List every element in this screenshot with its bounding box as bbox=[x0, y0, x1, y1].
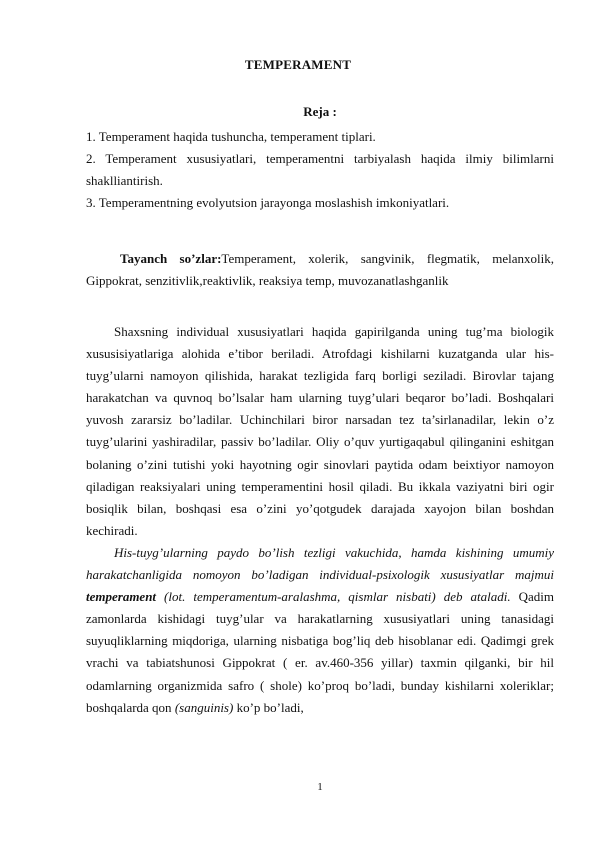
plan-heading: Reja : bbox=[303, 104, 337, 119]
body-paragraph-2 bbox=[86, 542, 554, 719]
page-number: 1 bbox=[317, 781, 323, 793]
body-paragraph-1: Shaxsning individual xususiyatlari haqida gapirilganda uning tug’ma biologik xususisiyatlariga alohida e’tibor beriladi. Atrofdagi kishilarni kuzatganda ular his- tuyg’ularni namoyon qilishida, harakat tezligida farq borligi seziladi. Birovlar tajang harakatchan va quvnoq bo’lsalar ham ularning tuyg’ulari beqaror bo’ladi. Boshqalari yuvosh zararsiz bo’ladilar. Uchinchilari biror narsadan tez ta’sirlanadilar, lekin o’z tuyg’ularini yashiradilar, passiv bo’ladilar. Oliy o’quv yurtigaqabul qilinganini eshitgan bolaning o’zini tutishi yoki hayotning ogir sinovlari paytida odam beixtiyor namoyon qiladigan reaksiyalari uning temperamentini hosil qiladi. Bu ikkala vaziyatni biri ogir bosiqlik bilan, boshqasi esa o’zini yo’qotgudek darajada xayojon bilan boshdan kechiradi. bbox=[86, 324, 554, 538]
keywords-section bbox=[86, 248, 554, 292]
paragraph-text-b: ko’p bo’ladi, bbox=[236, 699, 304, 715]
paragraph-text-a: Qadim zamonlarda kishidagi tuyg’ular va harakatlarning xususiyatlari uning tanasidagi suyuqliklarning miqdoriga, ularning nisbatiga bog’liq deb hisoblanar edi. Qadimgi grek vrachi va tabiatshunosi Gippokrat ( er. av.460-356 yillar) taxmin qilganki, bir hil odamlarning organizmida safro ( shole) ko’proq bo’ladi, bunday kishilarni xoleriklar; boshqalarda qon bbox=[86, 589, 554, 715]
keywords-text: Temperament, xolerik, sangvinik, flegmatik, melanxolik, Gippokrat, senzitivlik,reaktivlik, reaksiya temp, muvozanatlashganlik bbox=[86, 251, 554, 288]
keywords-label: Tayanch so’zlar: bbox=[120, 251, 222, 266]
plan-item: 1. Temperament haqida tushuncha, temperament tiplari. bbox=[86, 129, 376, 144]
keywords-paragraph bbox=[86, 248, 554, 292]
body-text bbox=[86, 321, 554, 719]
italic-definition: (lot. temperamentum-aralashma, qismlar nisbati) deb ataladi. bbox=[164, 589, 511, 605]
bold-term: temperament bbox=[86, 589, 157, 605]
plan-item: 3. Temperamentning evolyutsion jarayonga moslashish imkoniyatlari. bbox=[86, 195, 450, 210]
plan-list bbox=[86, 126, 554, 214]
document-title: TEMPERAMENT bbox=[244, 57, 352, 72]
italic-term: (sanguinis) bbox=[174, 699, 234, 715]
italic-intro: His-tuyg’ularning paydo bo’lish tezligi vakuchida, hamda kishining umumiy harakatchanligida nomoyon bo’ladigan individual-psixologik xususiyatlar majmui bbox=[86, 544, 554, 583]
plan-item: 2. Temperament xususiyatlari, temperamentni tarbiyalash haqida ilmiy bilimlarni shaklliantirish. bbox=[86, 151, 554, 188]
